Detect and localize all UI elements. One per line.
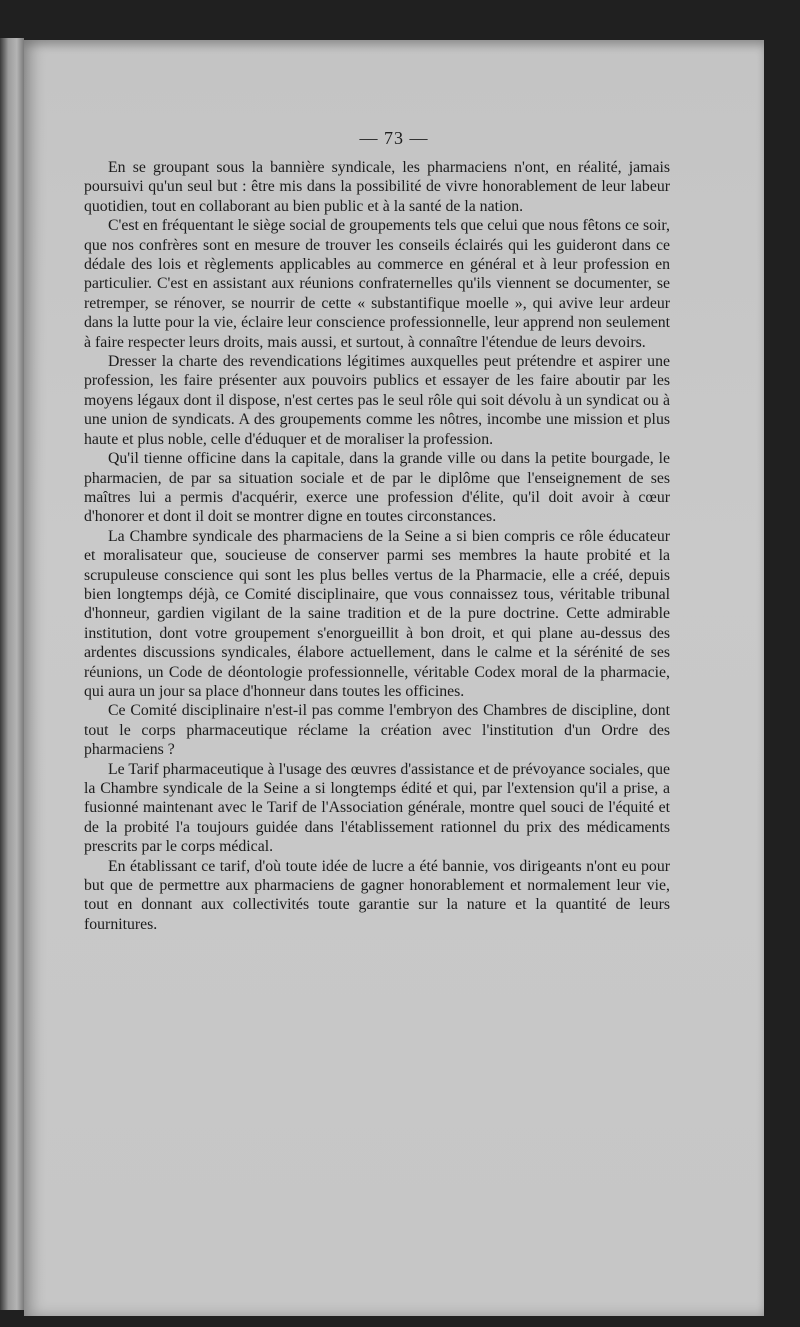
paragraph-7: Le Tarif pharmaceutique à l'usage des œuvres d'assistance et de prévoyance sociales, que la Chambre syndicale de la Seine a si longtemps édité et qui, par l'extension qu'il a prise, a fusionné maintenant avec le Tarif de l'Association générale, montre quel souci de l'équité et de la probité l'a toujours guidée dans l'établissement rationnel du prix des médicaments prescrits par le corps médical. [84, 760, 670, 856]
page-number: — 73 — [359, 128, 429, 148]
previous-page-edge [0, 38, 24, 1310]
paragraph-2: C'est en fréquentant le siège social de groupements tels que celui que nous fêtons ce soir, que nos confrères sont en mesure de trouver les conseils éclairés qui les guideront dans ce dédale des lois et règlements applicables au commerce en général et à leur profession en particulier. C'est en assistant aux réunions confraternelles qu'ils viennent se documenter, se retremper, se rénover, se nourrir de cette « substantifique moelle », qui avive leur ardeur dans la lutte pour la vie, éclaire leur conscience professionnelle, leur apprend non seulement à faire respecter leurs droits, mais aussi, et surtout, à connaître l'étendue de leurs devoirs. [84, 217, 670, 351]
book-page [24, 40, 764, 1316]
paragraph-4: Qu'il tienne officine dans la capitale, dans la grande ville ou dans la petite bourgade, le pharmacien, de par sa situation sociale et de par le diplôme que l'enseignement de ses maîtres lui a permis d'acquérir, exerce une profession d'élite, qu'il doit avoir à cœur d'honorer et dont il doit se montrer digne en toutes circonstances. [84, 450, 670, 526]
paragraph-3: Dresser la charte des revendications légitimes auxquelles peut prétendre et aspirer une profession, les faire présenter aux pouvoirs publics et essayer de les faire aboutir par les moyens légaux dont il dispose, n'est certes pas le seul rôle qui soit dévolu à un syndicat ou à une union de syndicats. A des groupements comme les nôtres, incombe une mission et plus haute et plus noble, celle d'éduquer et de moraliser la profession. [84, 353, 670, 448]
paragraph-8: En établissant ce tarif, d'où toute idée de lucre a été bannie, vos dirigeants n'ont eu pour but que de permettre aux pharmaciens de gagner honorablement et normalement leur vie, tout en donnant aux collectivités toute garantie sur la nature et la quantité de leurs fournitures. [84, 857, 670, 933]
body-text [84, 158, 670, 934]
paragraph-1: En se groupant sous la bannière syndicale, les pharmaciens n'ont, en réalité, jamais poursuivi qu'un seul but : être mis dans la possibilité de vivre honorablement de leur labeur quotidien, tout en collaborant au bien public et à la santé de la nation. [84, 159, 670, 215]
paragraph-5: La Chambre syndicale des pharmaciens de la Seine a si bien compris ce rôle éducateur et moralisateur que, soucieuse de conserver parmi ses membres la haute probité et la scrupuleuse conscience qui sont les plus belles vertus de la Pharmacie, elle a créé, depuis bien longtemps déjà, ce Comité disciplinaire, que vous connaissez tous, véritable tribunal d'honneur, gardien vigilant de la saine tradition et de la pure doctrine. Cette admirable institution, dont votre groupement s'enorgueillit à bon droit, et qui plane au-dessus des ardentes discussions syndicales, élabore actuellement, dans le calme et la sérénité de ses réunions, un Code de déontologie professionnelle, véritable Codex moral de la pharmacie, qui aura un jour sa place d'honneur dans toutes les officines. [84, 527, 670, 700]
paragraph-6: Ce Comité disciplinaire n'est-il pas comme l'embryon des Chambres de discipline, dont tout le corps pharmaceutique réclame la création avec l'institution d'un Ordre des pharmaciens ? [84, 702, 670, 759]
